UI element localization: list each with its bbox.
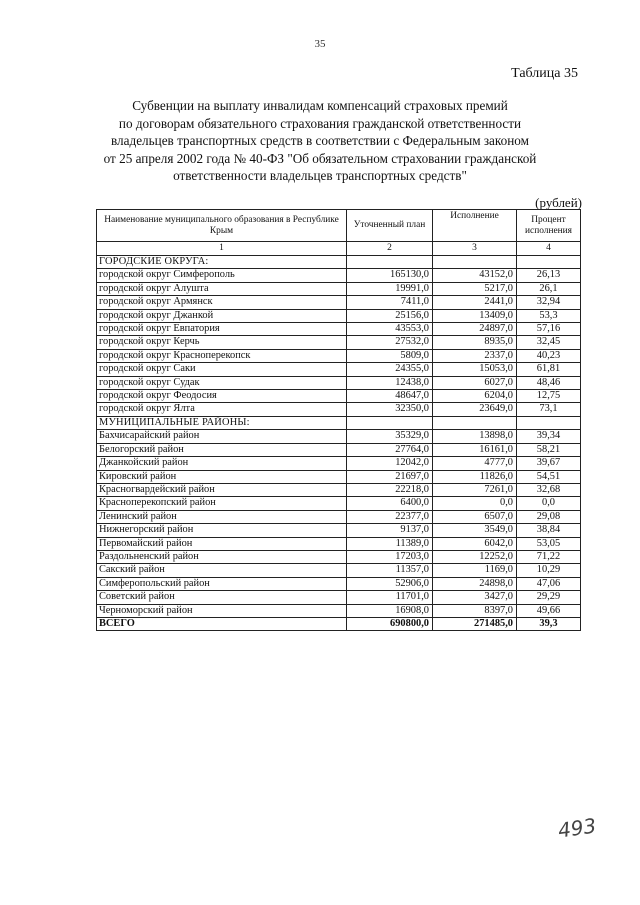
table-row: [97, 591, 581, 604]
cell-name: городской округ Саки: [97, 363, 347, 376]
table-row: [97, 497, 581, 510]
cell-plan: 27532,0: [347, 336, 433, 349]
cell-execution: 3427,0: [433, 591, 517, 604]
cell-execution: 6027,0: [433, 376, 517, 389]
cell-plan: 21697,0: [347, 470, 433, 483]
header-percent: Процент исполнения: [517, 210, 581, 242]
table-row: [97, 282, 581, 295]
title-line: от 25 апреля 2002 года № 40-ФЗ "Об обязательном страховании гражданской: [103, 150, 537, 166]
table-row: [97, 443, 581, 456]
column-number: 4: [517, 242, 581, 256]
cell-execution: 8935,0: [433, 336, 517, 349]
cell-percent: 40,23: [517, 349, 581, 362]
table-row: [97, 564, 581, 577]
cell-execution: 15053,0: [433, 363, 517, 376]
column-number: 3: [433, 242, 517, 256]
table-row: [97, 269, 581, 282]
cell-plan: 9137,0: [347, 524, 433, 537]
title-line: владельцев транспортных средств в соответствии с Федеральным законом: [111, 133, 529, 148]
cell-name: Кировский район: [97, 470, 347, 483]
cell-name: Красногвардейский район: [97, 483, 347, 496]
table-row: [97, 537, 581, 550]
cell-plan: 22377,0: [347, 510, 433, 523]
cell-percent: 29,08: [517, 510, 581, 523]
cell-execution: 7261,0: [433, 483, 517, 496]
cell-percent: 26,13: [517, 269, 581, 282]
cell-percent: 71,22: [517, 550, 581, 563]
cell-name: Ленинский район: [97, 510, 347, 523]
cell-plan: 11701,0: [347, 591, 433, 604]
table-row: [97, 510, 581, 523]
cell-plan: 43553,0: [347, 323, 433, 336]
cell-percent: 32,68: [517, 483, 581, 496]
units-label: (рублей): [535, 195, 582, 210]
cell-name: городской округ Красноперекопск: [97, 349, 347, 362]
cell-percent: 58,21: [517, 443, 581, 456]
cell-execution: 13898,0: [433, 430, 517, 443]
title-line: по договорам обязательного страхования гражданской ответственности: [118, 115, 522, 131]
cell-name: Сакский район: [97, 564, 347, 577]
cell-percent: 10,29: [517, 564, 581, 577]
cell-percent: 47,06: [517, 577, 581, 590]
cell-plan: 12042,0: [347, 457, 433, 470]
cell-percent: 73,1: [517, 403, 581, 416]
section-row-urban: [97, 256, 581, 269]
cell-execution: 16161,0: [433, 443, 517, 456]
cell-plan: 27764,0: [347, 443, 433, 456]
total-plan: 690800,0: [347, 617, 433, 630]
cell-plan: 32350,0: [347, 403, 433, 416]
cell-execution: 23649,0: [433, 403, 517, 416]
cell-execution: 6042,0: [433, 537, 517, 550]
cell-name: Белогорский район: [97, 443, 347, 456]
document-title: [90, 97, 550, 185]
cell-execution: 13409,0: [433, 309, 517, 322]
cell-percent: 54,51: [517, 470, 581, 483]
table-row: [97, 577, 581, 590]
table-row: [97, 323, 581, 336]
total-percent: 39,3: [517, 617, 581, 630]
cell-execution: 11826,0: [433, 470, 517, 483]
total-row: [97, 617, 581, 630]
cell-name: Черноморский район: [97, 604, 347, 617]
title-line: Субвенции на выплату инвалидам компенсаций страховых премий: [132, 98, 508, 113]
page-number: 35: [314, 38, 326, 50]
header-plan: Уточненный план: [347, 210, 433, 242]
title-line: ответственности владельцев транспортных средств": [173, 168, 467, 183]
section-title: ГОРОДСКИЕ ОКРУГА:: [97, 256, 347, 269]
cell-percent: 32,94: [517, 296, 581, 309]
cell-name: Красноперекопский район: [97, 497, 347, 510]
cell-name: городской округ Феодосия: [97, 390, 347, 403]
cell-name: Нижнегорский район: [97, 524, 347, 537]
subventions-table: [96, 209, 581, 631]
cell-name: Симферопольский район: [97, 577, 347, 590]
table-body: [97, 256, 581, 631]
cell-name: городской округ Симферополь: [97, 269, 347, 282]
cell-name: городской округ Джанкой: [97, 309, 347, 322]
cell-plan: 19991,0: [347, 282, 433, 295]
total-name: ВСЕГО: [97, 617, 347, 630]
cell-execution: 43152,0: [433, 269, 517, 282]
column-numbers-row: [97, 242, 581, 256]
table-row: [97, 524, 581, 537]
table-row: [97, 470, 581, 483]
section-title: МУНИЦИПАЛЬНЫЕ РАЙОНЫ:: [97, 416, 347, 429]
cell-plan: 48647,0: [347, 390, 433, 403]
table-row: [97, 457, 581, 470]
cell-execution: 8397,0: [433, 604, 517, 617]
cell-percent: 57,16: [517, 323, 581, 336]
cell-percent: 32,45: [517, 336, 581, 349]
section-row-districts: [97, 416, 581, 429]
table-row: [97, 296, 581, 309]
table-row: [97, 403, 581, 416]
cell-plan: 17203,0: [347, 550, 433, 563]
cell-plan: 35329,0: [347, 430, 433, 443]
cell-percent: 39,34: [517, 430, 581, 443]
table-row: [97, 363, 581, 376]
total-execution: 271485,0: [433, 617, 517, 630]
table-row: [97, 550, 581, 563]
cell-plan: 5809,0: [347, 349, 433, 362]
cell-plan: 6400,0: [347, 497, 433, 510]
cell-name: Первомайский район: [97, 537, 347, 550]
table-header-row: [97, 210, 581, 242]
cell-execution: 5217,0: [433, 282, 517, 295]
cell-plan: 25156,0: [347, 309, 433, 322]
cell-percent: 38,84: [517, 524, 581, 537]
header-execution: Исполнение: [433, 210, 517, 242]
cell-name: городской округ Алушта: [97, 282, 347, 295]
cell-plan: 52906,0: [347, 577, 433, 590]
cell-plan: 16908,0: [347, 604, 433, 617]
table-row: [97, 349, 581, 362]
handwritten-page-number: 493: [556, 813, 598, 843]
table-row: [97, 309, 581, 322]
cell-name: городской округ Керчь: [97, 336, 347, 349]
cell-plan: 12438,0: [347, 376, 433, 389]
cell-execution: 0,0: [433, 497, 517, 510]
cell-name: городской округ Евпатория: [97, 323, 347, 336]
cell-name: Джанкойский район: [97, 457, 347, 470]
cell-percent: 39,67: [517, 457, 581, 470]
cell-name: городской округ Ялта: [97, 403, 347, 416]
cell-execution: 24897,0: [433, 323, 517, 336]
cell-plan: 22218,0: [347, 483, 433, 496]
table-row: [97, 604, 581, 617]
table-row: [97, 483, 581, 496]
cell-percent: 26,1: [517, 282, 581, 295]
cell-plan: 11389,0: [347, 537, 433, 550]
cell-name: Раздольненский район: [97, 550, 347, 563]
cell-name: Бахчисарайский район: [97, 430, 347, 443]
column-number: 1: [97, 242, 347, 256]
cell-name: городской округ Армянск: [97, 296, 347, 309]
cell-execution: 6507,0: [433, 510, 517, 523]
cell-percent: 49,66: [517, 604, 581, 617]
cell-percent: 0,0: [517, 497, 581, 510]
cell-execution: 1169,0: [433, 564, 517, 577]
cell-execution: 6204,0: [433, 390, 517, 403]
table-row: [97, 376, 581, 389]
cell-execution: 3549,0: [433, 524, 517, 537]
cell-plan: 7411,0: [347, 296, 433, 309]
cell-plan: 11357,0: [347, 564, 433, 577]
cell-percent: 29,29: [517, 591, 581, 604]
cell-percent: 53,3: [517, 309, 581, 322]
cell-execution: 2441,0: [433, 296, 517, 309]
cell-percent: 48,46: [517, 376, 581, 389]
cell-name: городской округ Судак: [97, 376, 347, 389]
table-row: [97, 336, 581, 349]
cell-execution: 24898,0: [433, 577, 517, 590]
cell-execution: 12252,0: [433, 550, 517, 563]
table-row: [97, 430, 581, 443]
cell-execution: 2337,0: [433, 349, 517, 362]
cell-percent: 53,05: [517, 537, 581, 550]
table-row: [97, 390, 581, 403]
cell-plan: 24355,0: [347, 363, 433, 376]
cell-plan: 165130,0: [347, 269, 433, 282]
cell-percent: 12,75: [517, 390, 581, 403]
cell-percent: 61,81: [517, 363, 581, 376]
cell-execution: 4777,0: [433, 457, 517, 470]
column-number: 2: [347, 242, 433, 256]
header-name: Наименование муниципального образования в Республике Крым: [97, 210, 347, 242]
cell-name: Советский район: [97, 591, 347, 604]
table-label: Таблица 35: [511, 66, 578, 81]
